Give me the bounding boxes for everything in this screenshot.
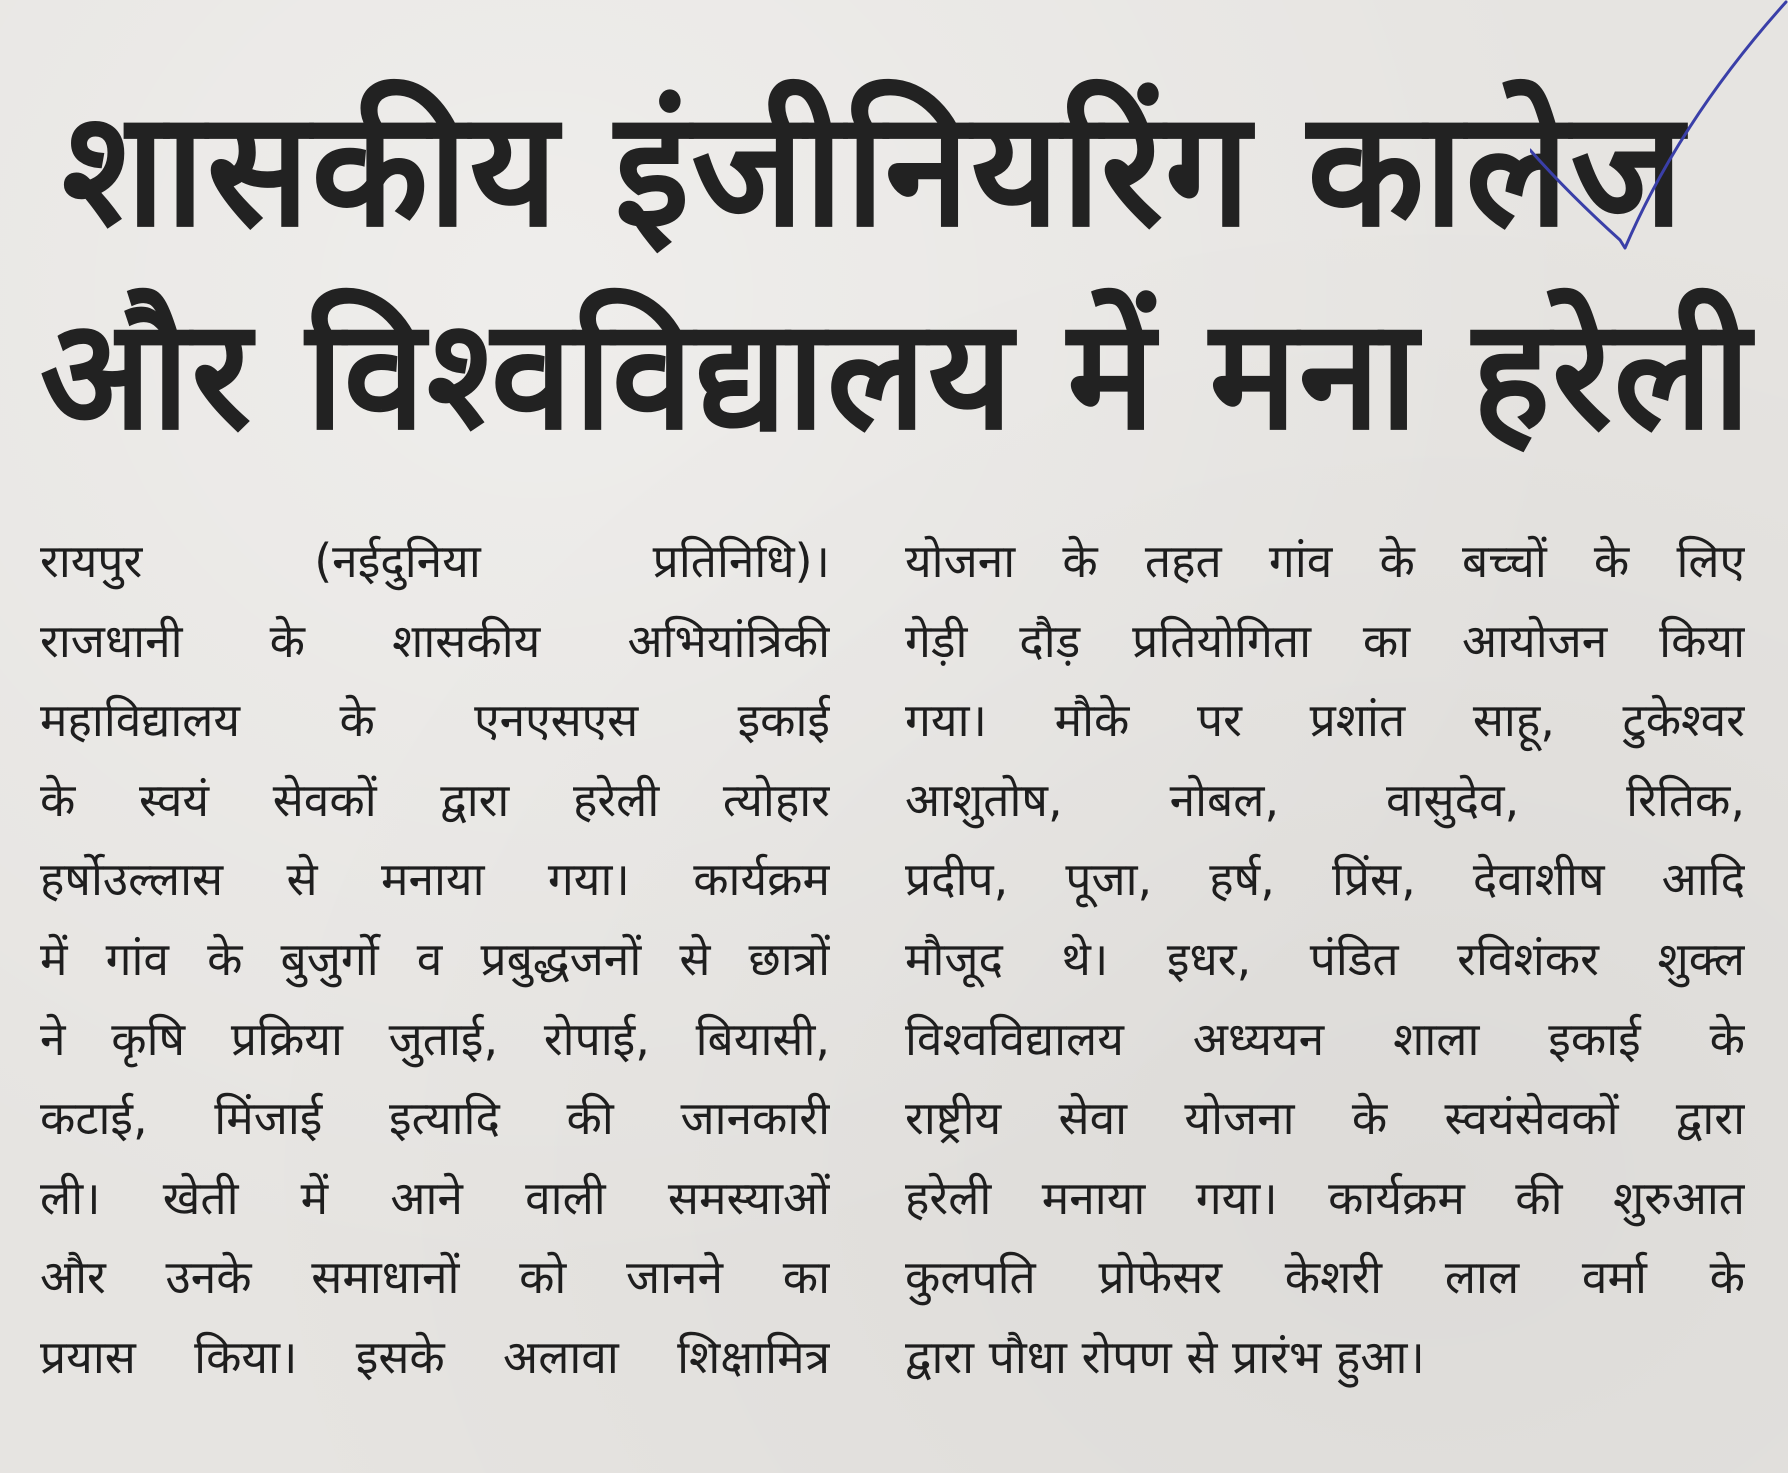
right-column-line: विश्वविद्यालय अध्ययन शाला इकाई के [905,1011,1745,1066]
left-column-line: रायपुर (नईदुनिया प्रतिनिधि)। [40,534,830,588]
right-column-line: कुलपति प्रोफेसर केशरी लाल वर्मा के [905,1250,1745,1305]
right-column-line: गेड़ी दौड़ प्रतियोगिता का आयोजन किया [905,613,1745,668]
headline-line-1: शासकीय इंजीनियरिंग कालेज [62,76,1686,263]
pen-check-mark [1530,0,1788,270]
headline-line-2: और विश्वविद्यालय में मना हरेली [40,285,1753,465]
left-column-line: राजधानी के शासकीय अभियांत्रिकी [40,613,830,668]
right-column-line: द्वारा पौधा रोपण से प्रारंभ हुआ। [905,1329,1425,1384]
right-column-line: गया। मौके पर प्रशांत साहू, टुकेश्वर [905,693,1745,748]
left-column-line: महाविद्यालय के एनएसएस इकाई [40,693,830,748]
article-column-left [40,522,830,1398]
left-column-line: और उनके समाधानों को जानने का [40,1250,830,1305]
left-column-line: में गांव के बुजुर्गो व प्रबुद्धजनों से छात्रों [40,931,830,986]
left-column-line: के स्वयं सेवकों द्वारा हरेली त्योहार [40,772,830,827]
left-column-line: प्रयास किया। इसके अलावा शिक्षामित्र [40,1329,830,1384]
right-column-line: आशुतोष, नोबल, वासुदेव, रितिक, [905,772,1745,827]
left-column-line: ने कृषि प्रक्रिया जुताई, रोपाई, बियासी, [40,1011,830,1066]
article-column-right [905,522,1745,1398]
right-column-line: योजना के तहत गांव के बच्चों के लिए [905,534,1745,588]
right-column-line: मौजूद थे। इधर, पंडित रविशंकर शुक्ल [905,931,1745,986]
left-column-line: कटाई, मिंजाई इत्यादि की जानकारी [40,1091,830,1146]
right-column-line: प्रदीप, पूजा, हर्ष, प्रिंस, देवाशीष आदि [905,852,1745,907]
left-column-line: ली। खेती में आने वाली समस्याओं [40,1170,830,1225]
right-column-line: हरेली मनाया गया। कार्यक्रम की शुरुआत [905,1170,1745,1225]
left-column-line: हर्षोउल्लास से मनाया गया। कार्यक्रम [40,852,830,907]
right-column-line: राष्ट्रीय सेवा योजना के स्वयंसेवकों द्वारा [905,1091,1745,1146]
